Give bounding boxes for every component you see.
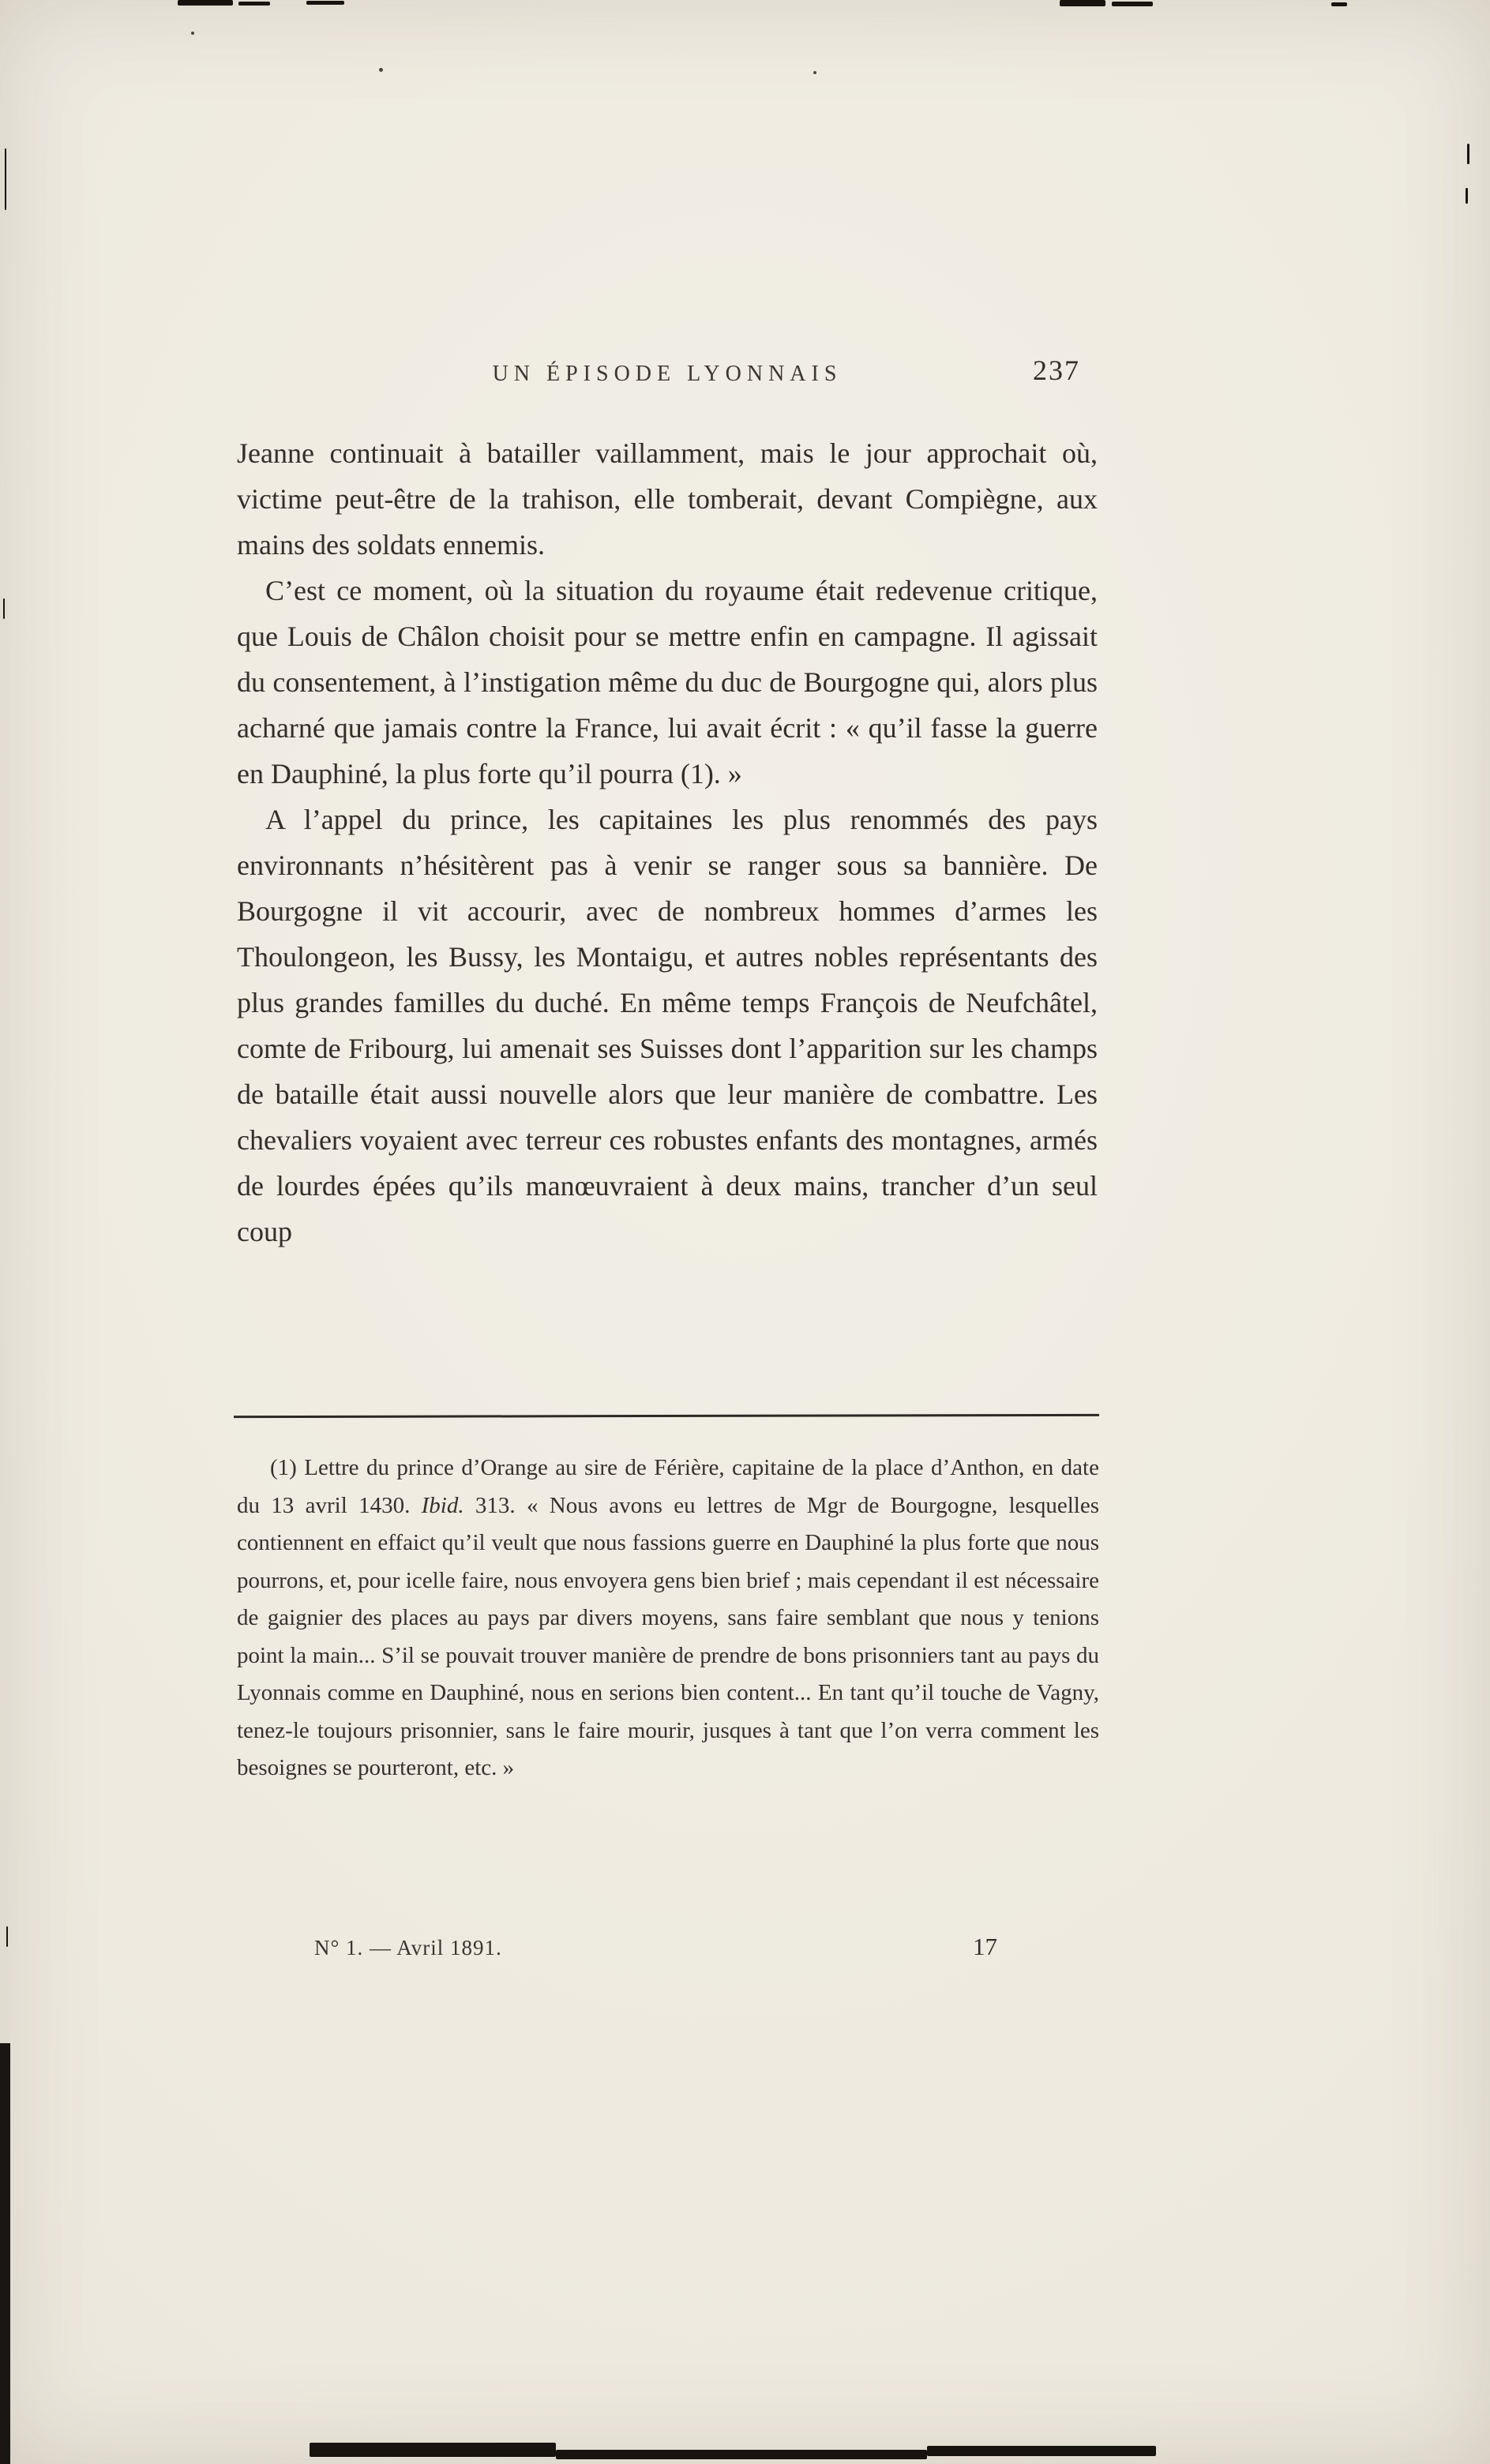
running-title: UN ÉPISODE LYONNAIS [492, 362, 843, 386]
scan-artifact [1466, 188, 1468, 204]
scan-speck [191, 32, 194, 35]
scan-artifact [1112, 2, 1153, 6]
scan-artifact [310, 2443, 556, 2457]
scan-artifact [0, 2043, 10, 2464]
scan-artifact [1467, 144, 1469, 164]
footer-sheet-number: 17 [973, 1933, 997, 1960]
scan-artifact [1331, 2, 1347, 6]
scan-artifact [556, 2450, 927, 2459]
paragraph: Jeanne continuait à batailler vaillamment, mais le jour approchait où, victime peut-être de la trahison, elle tomberait, devant Compiègne, aux mains des soldats ennemis. [237, 437, 1098, 561]
scan-artifact [5, 148, 6, 210]
footer-issue-label: N° 1. — Avril 1891. [314, 1936, 502, 1960]
scan-artifact [3, 598, 5, 619]
page-footer [237, 1933, 1098, 1964]
scan-artifact [1060, 0, 1105, 6]
paragraph: C’est ce moment, où la situation du royaume était redevenue critique, que Louis de Châlon choisit pour se mettre enfin en campagne. Il agissait du consentement, à l’instigation même du duc de Bourgogne qui, alors plus acharné que jamais contre la France, lui avait écrit : « qu’il fasse la guerre en Dauphiné, la plus forte qu’il pourra (1). » [237, 575, 1098, 789]
footnote-text: 313. « Nous avons eu lettres de Mgr de Bourgogne, lesquelles contiennent en effaict qu’il veult que nous fassions guerre en Dauphiné la plus forte que nous pourrons, et, pour icelle faire, nous envoyera gens bien brief ; mais cependant il est nécessaire de gaignier des places au pays par divers moyens, sans faire semblant que nous y tenions point la main... S’il se pouvait trouver manière de prendre de bons prisonniers tant au pays du Lyonnais comme en Dauphiné, nous en serions bien content... En tant qu’il touche de Vagny, tenez-le toujours prisonnier, sans le faire mourir, jusques à tant que l’on verra comment les besoignes se pourteront, etc. » [237, 1492, 1099, 1780]
scan-artifact [238, 2, 270, 6]
scan-speck [813, 71, 816, 74]
footnote-text: (1) Lettre du prince d’Orange au sire de Férière, capitaine de la place d’Anthon, en date du 13 avril 1430. [237, 1455, 1099, 1518]
footnote [237, 1450, 1099, 1787]
scan-artifact [306, 1, 344, 5]
scan-artifact [927, 2446, 1156, 2456]
body-text [237, 430, 1098, 1255]
scan-artifact [6, 1926, 8, 1947]
scan-speck [379, 68, 383, 72]
page-number: 237 [1033, 354, 1080, 386]
paragraph: A l’appel du prince, les capitaines les plus renommés des pays environnants n’hésitèrent pas à venir se ranger sous sa bannière. De Bourgogne il vit accourir, avec de nombreux hommes d’armes les Thoulongeon, les Bussy, les Montaigu, et autres nobles représentants des plus grandes familles du duché. En même temps François de Neufchâtel, comte de Fribourg, lui amenait ses Suisses dont l’apparition sur les champs de bataille était aussi nouvelle alors que leur manière de combattre. Les chevaliers voyaient avec terreur ces robustes enfants des montagnes, armés de lourdes épées qu’ils manœuvraient à deux mains, trancher d’un seul coup [237, 804, 1098, 1247]
footnote-divider [234, 1414, 1099, 1418]
footnote-citation-italic: Ibid. [421, 1492, 464, 1518]
scan-artifact [178, 0, 233, 6]
page-header [237, 354, 1098, 396]
